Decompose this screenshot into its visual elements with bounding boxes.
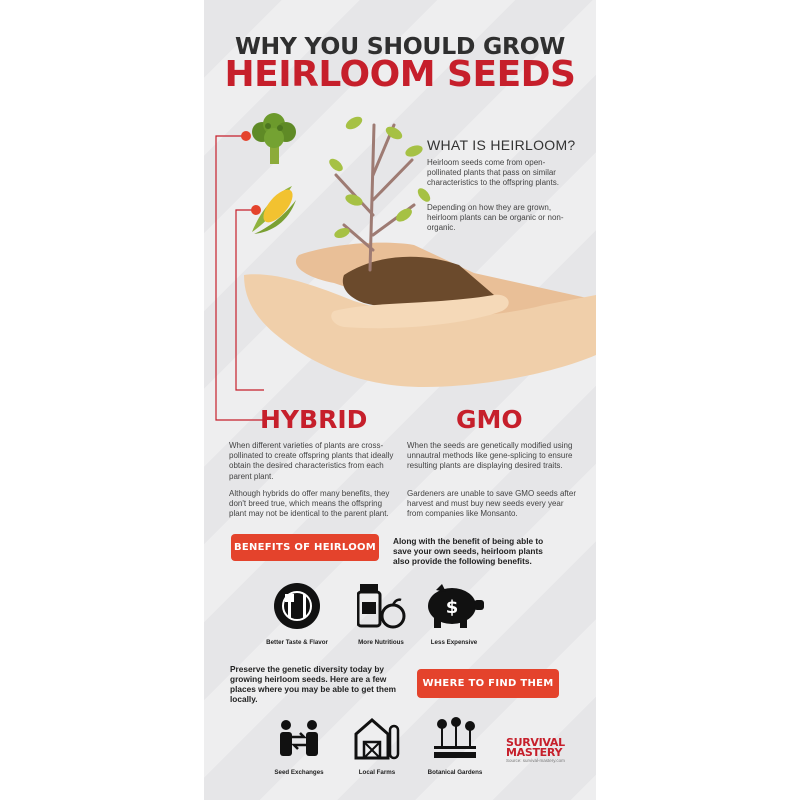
- where-label-seed-exchanges: Seed Exchanges: [274, 769, 324, 776]
- what-is-heirloom-title: WHAT IS HEIRLOOM?: [427, 137, 576, 153]
- vitamin-apple-icon: [357, 582, 407, 630]
- gmo-paragraph-1: When the seeds are genetically modified using unnautral methods like gene-splicing to ensure resulting plants are displaying desired traits.: [407, 441, 573, 471]
- benefits-intro-text: Along with the benefit of being able to save your own seeds, heirloom plants also provide the following benefits.: [393, 536, 544, 566]
- piggy-bank-icon: [422, 582, 486, 630]
- benefit-label-nutritious: More Nutritious: [358, 639, 404, 646]
- benefit-label-expensive: Less Expensive: [430, 639, 478, 646]
- gmo-title: GMO: [456, 405, 523, 434]
- exchange-people-icon: [276, 717, 322, 759]
- plate-cutlery-icon: [273, 582, 321, 630]
- flower-garden-icon: [432, 716, 478, 760]
- logo-line-2: MASTERY: [506, 746, 563, 759]
- hybrid-title: HYBRID: [260, 405, 368, 434]
- gmo-paragraph-2: Gardeners are unable to save GMO seeds after harvest and must buy new seeds every year from companies like Monsanto.: [407, 489, 576, 519]
- where-to-find-them-button[interactable]: WHERE TO FIND THEM: [417, 669, 559, 698]
- svg-text:$: $: [445, 597, 459, 618]
- barn-icon: [354, 716, 400, 760]
- where-intro-text: Preserve the genetic diversity today by growing heirloom seeds. Here are a few places where you may be able to get them locally.: [230, 664, 396, 704]
- what-is-paragraph-2: Depending on how they are grown, heirloom plants can be organic or non-organic.: [427, 203, 564, 233]
- infographic-poster: [204, 0, 596, 800]
- hybrid-paragraph-1: When different varieties of plants are cross-pollinated to create offspring plants that ideally obtain the desired characteristics from each parent plant.: [229, 441, 394, 481]
- where-label-botanical-gardens: Botanical Gardens: [427, 769, 483, 776]
- where-label-local-farms: Local Farms: [358, 769, 396, 776]
- title-line-1: WHY YOU SHOULD GROW: [234, 32, 566, 60]
- title-line-2: HEIRLOOM SEEDS: [224, 54, 576, 95]
- logo-line-1: SURVIVAL: [506, 736, 565, 749]
- logo-source: Source: survival-mastery.com: [506, 758, 565, 763]
- what-is-paragraph-1: Heirloom seeds come from open-pollinated plants that pass on similar characteristics to the offspring plants.: [427, 158, 559, 188]
- survival-mastery-logo: [506, 738, 586, 763]
- hybrid-paragraph-2: Although hybrids do offer many benefits, they don't breed true, which means the offspring plant may not be identical to the parent plant.: [229, 489, 390, 519]
- benefits-of-heirloom-button[interactable]: BENEFITS OF HEIRLOOM: [231, 534, 379, 561]
- benefit-label-taste: Better Taste & Flavor: [266, 639, 328, 646]
